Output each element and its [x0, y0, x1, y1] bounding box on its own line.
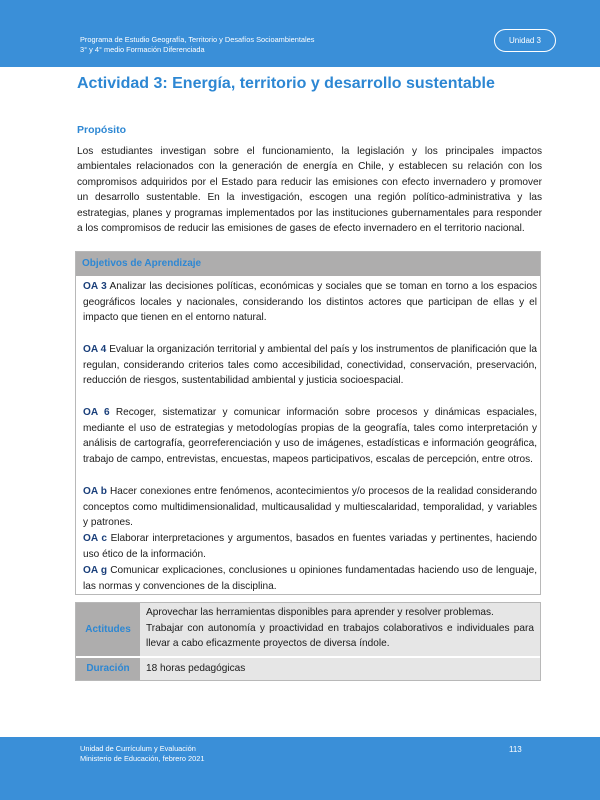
footer-ministry: Ministerio de Educación, febrero 2021 — [80, 754, 205, 763]
objective-code: OA 3 — [83, 281, 107, 292]
attitude-line: Aprovechar las herramientas disponibles para aprender y resolver problemas. — [146, 607, 494, 618]
objective-text: Recoger, sistematizar y comunicar información sobre procesos y dinámicas espaciales, mediante el uso de estrategias y metodologías propias de la geografía, tales como interpretación y análisis de cartografía, georreferenciación y uso de imágenes, estadísticas e información geográfica, trabajo de campo, entrevistas, encuestas, mapeos participativos, escalas de percepción, entre otros. — [83, 407, 538, 466]
objective-item — [83, 342, 537, 389]
program-level: 3° y 4° medio Formación Diferenciada — [80, 45, 205, 54]
objective-code: OA c — [83, 533, 107, 544]
attitudes-value — [140, 603, 540, 656]
page-number: 113 — [509, 745, 522, 754]
purpose-paragraph: Los estudiantes investigan sobre el funcionamiento, la legislación y los principales impactos ambientales relacionados con la generación de energía en Chile, y establecen su relación con los compromisos adquiridos por el Estado para reducir las emisiones con efecto invernadero y promover un desarrollo sustentable. En la investigación, escogen una región político-administrativa y las estrategias, planes y programas implementados por las instituciones gubernamentales para responder a los compromisos de reducir las emisiones de gases de efecto invernadero en el territorio nacional. — [77, 146, 542, 235]
objective-item — [83, 531, 537, 562]
objective-text: Analizar las decisiones políticas, económicas y sociales que se toman en torno a los espacios geográficos locales y nacionales, considerando los distintos actores que participan de ellas y el impacto que tienen en el entorno natural. — [83, 281, 538, 324]
objectives-table — [75, 251, 541, 595]
objective-text: Elaborar interpretaciones y argumentos, basados en fuentes variadas y pertinentes, haciendo uso ético de la información. — [83, 533, 538, 560]
objective-code: OA b — [83, 486, 107, 497]
program-title: Programa de Estudio Geografía, Territorio y Desafíos Socioambientales — [80, 35, 315, 44]
footer-band — [0, 737, 600, 800]
objective-code: OA 6 — [83, 407, 110, 418]
duration-value: 18 horas pedagógicas — [140, 658, 540, 680]
objectives-heading: Objetivos de Aprendizaje — [76, 252, 540, 276]
objective-code: OA 4 — [83, 344, 107, 355]
objective-code: OA g — [83, 565, 108, 576]
objective-item — [83, 563, 537, 594]
objective-item — [83, 484, 537, 531]
purpose-heading: Propósito — [77, 124, 126, 136]
activity-title: Actividad 3: Energía, territorio y desarrollo sustentable — [77, 75, 495, 92]
attitudes-duration-table — [75, 602, 541, 681]
attitude-line: Trabajar con autonomía y proactividad en trabajos colaborativos e individuales para llevar a cabo eficazmente proyectos de diversa índole. — [146, 622, 534, 649]
objective-text: Comunicar explicaciones, conclusiones u opiniones fundamentadas haciendo uso de lenguaje, las normas y convenciones de la disciplina. — [83, 565, 537, 592]
objective-item — [83, 279, 537, 326]
objective-text: Hacer conexiones entre fenómenos, acontecimientos y/o procesos de la realidad considerando conceptos como multidimensionalidad, multicausalidad y multiescalaridad, temporalidad, y variables y patrones. — [83, 486, 537, 529]
unit-badge: Unidad 3 — [494, 29, 556, 52]
header-band — [0, 0, 600, 67]
objective-item — [83, 405, 537, 468]
footer-unit: Unidad de Currículum y Evaluación — [80, 744, 196, 753]
attitudes-label: Actitudes — [76, 603, 140, 656]
duration-label: Duración — [76, 658, 140, 680]
objective-text: Evaluar la organización territorial y ambiental del país y los instrumentos de planificación que la regulan, considerando criterios tales como accesibilidad, conectividad, conservación, preservación, reducción de riesgos, sustentabilidad ambiental y justicia socioespacial. — [83, 344, 538, 387]
